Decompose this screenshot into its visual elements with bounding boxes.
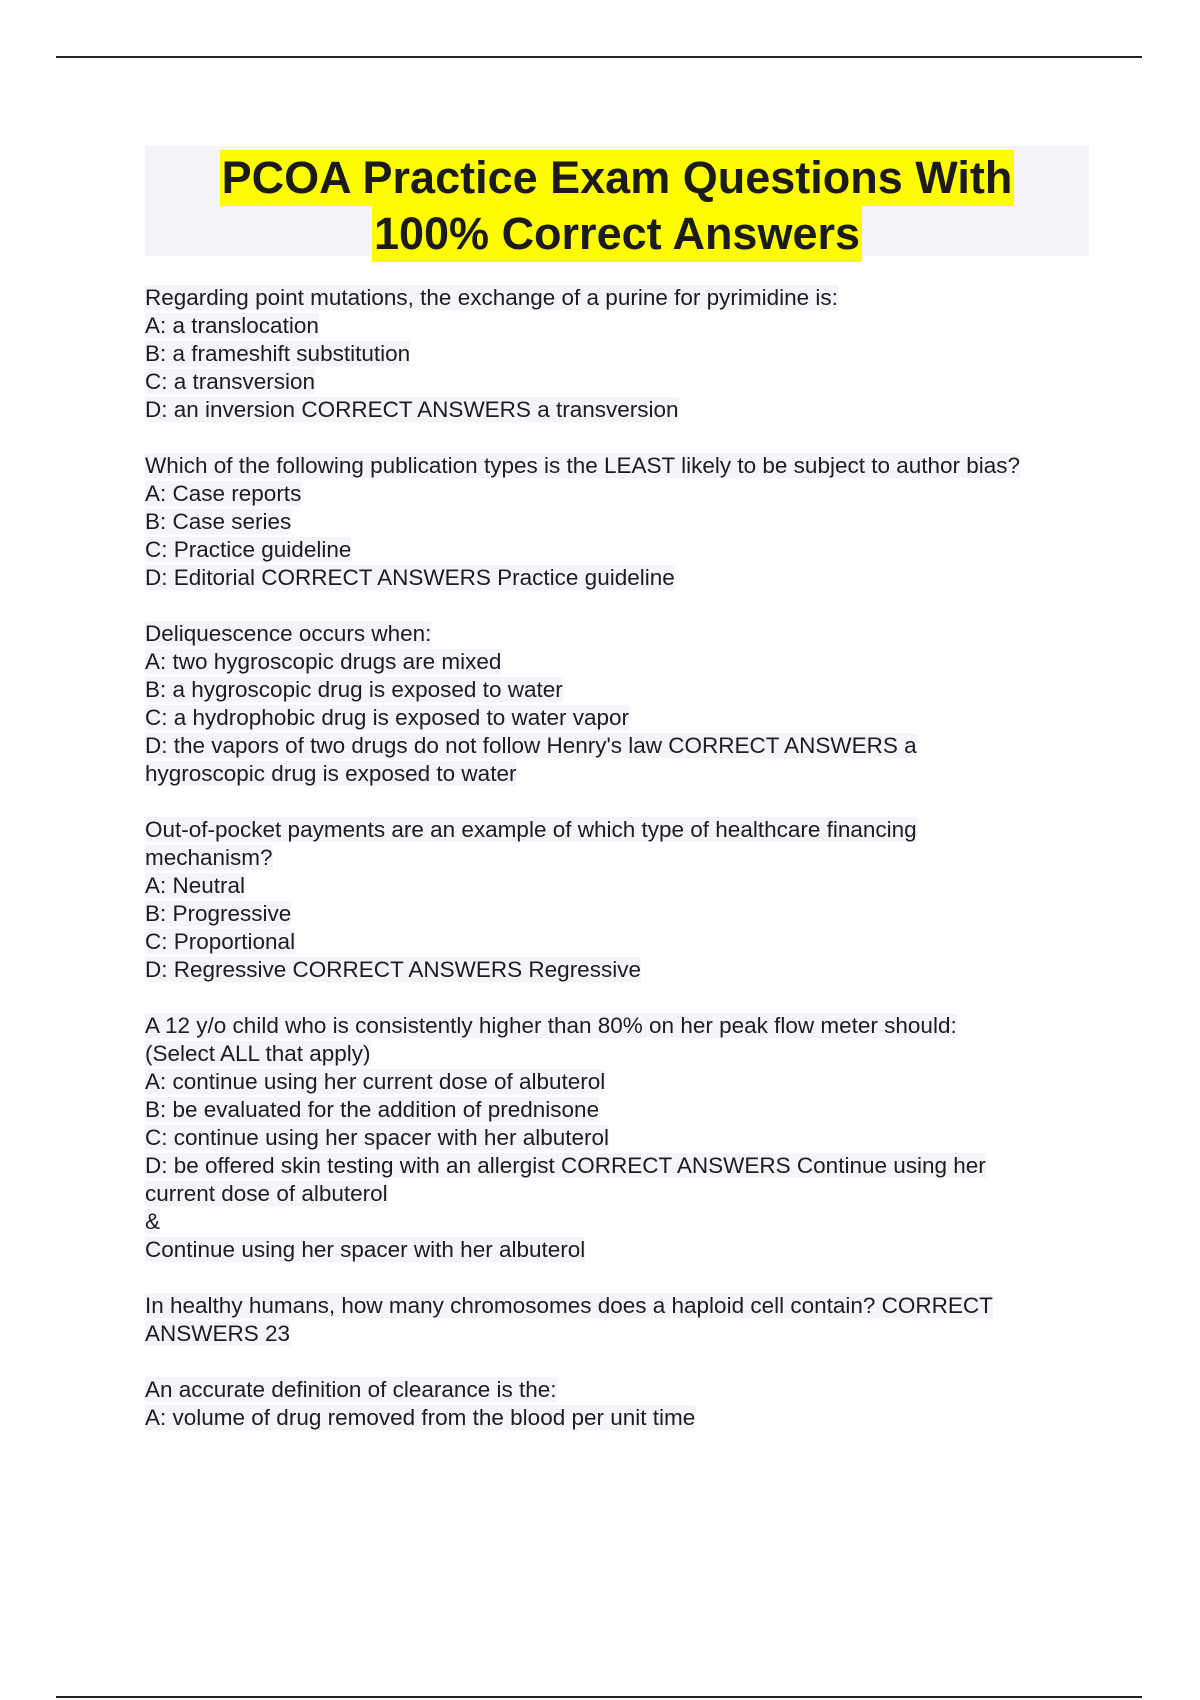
line-text: (Select ALL that apply) bbox=[145, 1041, 371, 1066]
line-text: D: Regressive CORRECT ANSWERS Regressive bbox=[145, 957, 641, 982]
line-text: Continue using her spacer with her albuterol bbox=[145, 1237, 586, 1262]
line-text: A: a translocation bbox=[145, 313, 319, 338]
question-block bbox=[145, 816, 1105, 984]
question-text bbox=[145, 1012, 1105, 1040]
line-text: hygroscopic drug is exposed to water bbox=[145, 761, 517, 786]
question-line bbox=[145, 564, 1105, 592]
line-text: & bbox=[145, 1209, 161, 1234]
line-text: D: Editorial CORRECT ANSWERS Practice guideline bbox=[145, 565, 675, 590]
line-text: A: Neutral bbox=[145, 873, 246, 898]
question-line bbox=[145, 1040, 1105, 1068]
line-text: B: Progressive bbox=[145, 901, 292, 926]
line-text: B: a frameshift substitution bbox=[145, 341, 411, 366]
line-text: An accurate definition of clearance is the: bbox=[145, 1377, 557, 1402]
question-block bbox=[145, 1376, 1105, 1432]
question-text bbox=[145, 284, 1105, 312]
question-line bbox=[145, 844, 1105, 872]
line-text: C: Proportional bbox=[145, 929, 296, 954]
question-line bbox=[145, 312, 1105, 340]
question-line bbox=[145, 732, 1105, 760]
line-text: A: continue using her current dose of albuterol bbox=[145, 1069, 606, 1094]
question-line bbox=[145, 872, 1105, 900]
line-text: C: a transversion bbox=[145, 369, 316, 394]
line-text: ANSWERS 23 bbox=[145, 1321, 291, 1346]
bottom-rule bbox=[56, 1696, 1142, 1698]
question-block bbox=[145, 284, 1105, 424]
question-text bbox=[145, 816, 1105, 844]
question-block bbox=[145, 1292, 1105, 1348]
question-line bbox=[145, 704, 1105, 732]
line-text: C: Practice guideline bbox=[145, 537, 352, 562]
question-line bbox=[145, 1096, 1105, 1124]
question-block bbox=[145, 452, 1105, 592]
line-text: C: a hydrophobic drug is exposed to water vapor bbox=[145, 705, 630, 730]
question-line bbox=[145, 648, 1105, 676]
line-text: current dose of albuterol bbox=[145, 1181, 388, 1206]
line-text: Out-of-pocket payments are an example of which type of healthcare financing bbox=[145, 817, 917, 842]
line-text: Which of the following publication types is the LEAST likely to be subject to author bias? bbox=[145, 453, 1021, 478]
question-line bbox=[145, 508, 1105, 536]
question-line bbox=[145, 928, 1105, 956]
question-block bbox=[145, 1012, 1105, 1264]
question-line bbox=[145, 536, 1105, 564]
question-line bbox=[145, 1180, 1105, 1208]
question-line bbox=[145, 480, 1105, 508]
document-title bbox=[145, 146, 1089, 259]
question-text bbox=[145, 1292, 1105, 1320]
question-line bbox=[145, 676, 1105, 704]
question-line bbox=[145, 396, 1105, 424]
question-line bbox=[145, 1124, 1105, 1152]
line-text: Regarding point mutations, the exchange of a purine for pyrimidine is: bbox=[145, 285, 838, 310]
line-text: A 12 y/o child who is consistently higher than 80% on her peak flow meter should: bbox=[145, 1013, 957, 1038]
question-line bbox=[145, 1208, 1105, 1236]
question-line bbox=[145, 1152, 1105, 1180]
line-text: D: an inversion CORRECT ANSWERS a transversion bbox=[145, 397, 679, 422]
question-line bbox=[145, 1068, 1105, 1096]
question-text bbox=[145, 620, 1105, 648]
question-line bbox=[145, 956, 1105, 984]
line-text: A: Case reports bbox=[145, 481, 302, 506]
question-text bbox=[145, 452, 1105, 480]
question-line bbox=[145, 340, 1105, 368]
line-text: B: a hygroscopic drug is exposed to water bbox=[145, 677, 563, 702]
line-text: B: be evaluated for the addition of prednisone bbox=[145, 1097, 600, 1122]
line-text: D: the vapors of two drugs do not follow Henry's law CORRECT ANSWERS a bbox=[145, 733, 917, 758]
top-rule bbox=[56, 56, 1142, 58]
line-text: D: be offered skin testing with an allergist CORRECT ANSWERS Continue using her bbox=[145, 1153, 986, 1178]
question-line bbox=[145, 760, 1105, 788]
question-line bbox=[145, 900, 1105, 928]
question-block bbox=[145, 620, 1105, 788]
question-list bbox=[145, 284, 1105, 1460]
line-text: B: Case series bbox=[145, 509, 292, 534]
question-line bbox=[145, 1320, 1105, 1348]
line-text: C: continue using her spacer with her albuterol bbox=[145, 1125, 610, 1150]
line-text: mechanism? bbox=[145, 845, 273, 870]
line-text: Deliquescence occurs when: bbox=[145, 621, 432, 646]
title-line-2: 100% Correct Answers bbox=[372, 206, 862, 262]
line-text: A: volume of drug removed from the blood per unit time bbox=[145, 1405, 696, 1430]
question-line bbox=[145, 1236, 1105, 1264]
line-text: A: two hygroscopic drugs are mixed bbox=[145, 649, 502, 674]
question-text bbox=[145, 1376, 1105, 1404]
question-line bbox=[145, 1404, 1105, 1432]
line-text: In healthy humans, how many chromosomes does a haploid cell contain? CORRECT bbox=[145, 1293, 993, 1318]
question-line bbox=[145, 368, 1105, 396]
title-line-1: PCOA Practice Exam Questions With bbox=[220, 150, 1015, 206]
